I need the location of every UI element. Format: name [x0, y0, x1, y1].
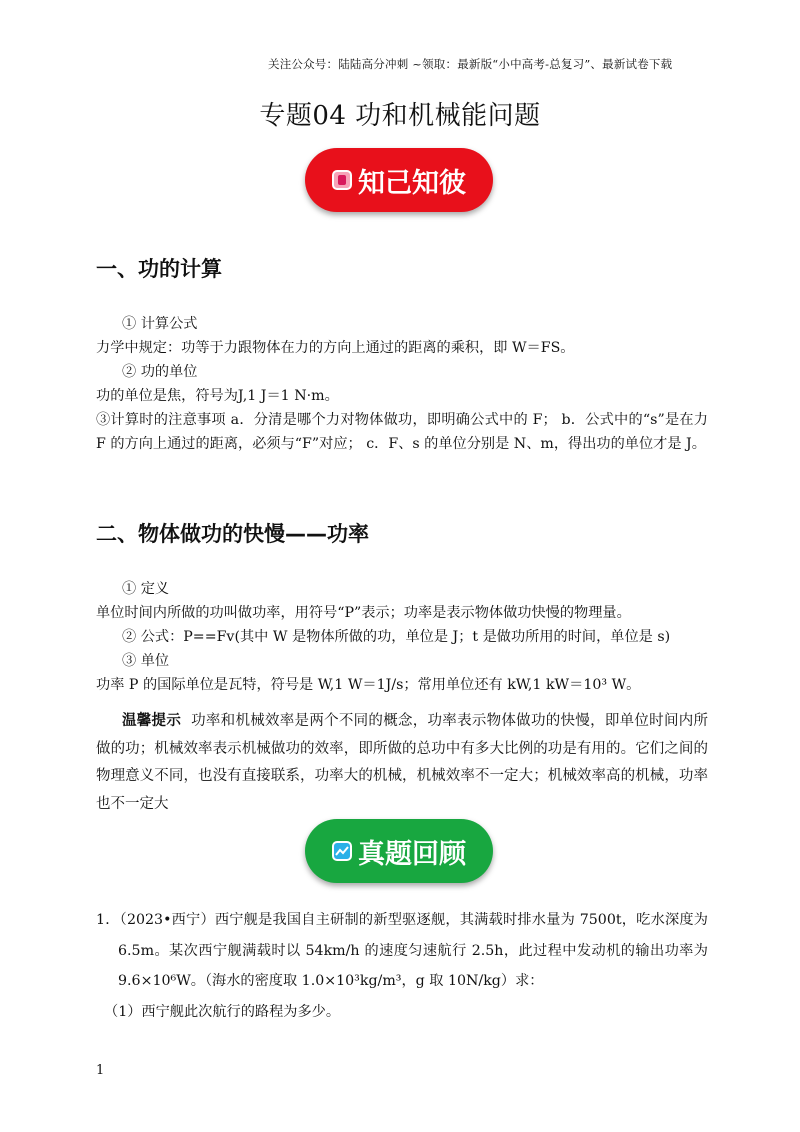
- book-icon: [332, 170, 352, 190]
- paragraph: ② 功的单位: [122, 364, 198, 380]
- banner-label: 真题回顾: [358, 838, 466, 870]
- paragraph: 力学中规定：功等于力跟物体在力的方向上通过的距离的乘积，即 W＝FS。: [96, 340, 575, 356]
- banner-past-exams: [305, 819, 493, 883]
- question-sub-1: （1）西宁舰此次航行的路程为多少。: [104, 1003, 341, 1020]
- paragraph: ③ 单位: [122, 653, 170, 669]
- question-1: [96, 905, 708, 1027]
- paragraph: ① 定义: [122, 581, 170, 597]
- section-body-power: [96, 577, 708, 697]
- section-heading-work: 一、功的计算: [96, 257, 222, 281]
- tip-label: 温馨提示: [122, 713, 182, 729]
- section-heading-power: 二、物体做功的快慢——功率: [96, 522, 369, 546]
- paragraph: ① 计算公式: [122, 316, 198, 332]
- chart-icon: [332, 841, 352, 861]
- paragraph: ② 公式：P==Fv(其中 W 是物体所做的功，单位是 J；t 是做功所用的时间，单位是 s): [122, 629, 671, 645]
- paragraph: 功的单位是焦，符号为J,1 J＝1 N·m。: [96, 388, 339, 404]
- banner-know-yourself: [305, 148, 493, 212]
- banner-label: 知己知彼: [358, 167, 466, 199]
- question-stem: 1．（2023•西宁）西宁舰是我国自主研制的新型驱逐舰，其满载时排水量为 7500t，吃水深度为 6.5m。某次西宁舰满载时以 54km/h 的速度匀速航行 2.5h，此过程中发动机的输出功率为 9.6×10⁶W。（海水的密度取 1.0×10³kg/m³，g 取 10N/kg）求：: [96, 912, 708, 989]
- paragraph: 功率 P 的国际单位是瓦特，符号是 W,1 W＝1J/s；常用单位还有 kW,1 kW＝10³ W。: [96, 677, 641, 693]
- warm-tip: [96, 708, 708, 818]
- section-body-work: [96, 312, 708, 456]
- paragraph: 单位时间内所做的功叫做功率，用符号“P”表示；功率是表示物体做功快慢的物理量。: [96, 605, 631, 621]
- paragraph: ③计算时的注意事项 a．分清是哪个力对物体做功，即明确公式中的 F； b．公式中的“s”是在力 F 的方向上通过的距离，必须与“F”对应； c．F、s 的单位分别是 N、m，得出功的单位才是 J。: [96, 412, 708, 452]
- page-header: 关注公众号：陆陆高分冲刺 ~领取：最新版“小中高考-总复习”、最新试卷下载: [268, 57, 673, 71]
- tip-text: 功率和机械效率是两个不同的概念，功率表示物体做功的快慢，即单位时间内所做的功；机械效率表示机械做功的效率，即所做的总功中有多大比例的功是有用的。它们之间的物理意义不同，也没有直接联系，功率大的机械，机械效率不一定大；机械效率高的机械，功率也不一定大: [96, 713, 709, 812]
- page-title: 专题04 功和机械能问题: [259, 101, 541, 131]
- page-number: 1: [96, 1063, 105, 1078]
